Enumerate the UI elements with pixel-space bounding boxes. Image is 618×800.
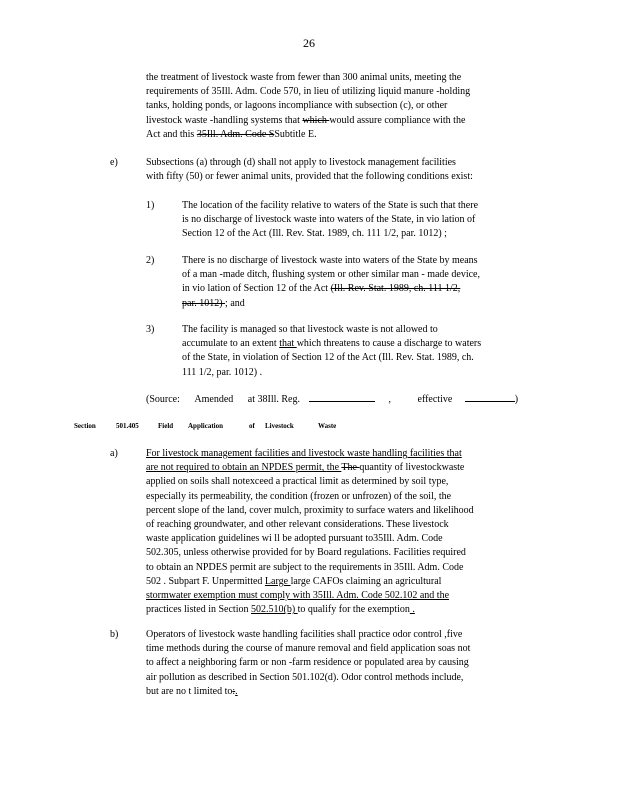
condition-3-label: 3) [146,324,155,335]
item-b-label: b) [110,629,119,640]
intro-line-1: the treatment of livestock waste from fewer than 300 animal units, meeting the [146,72,462,83]
register-blank [309,392,375,402]
intro-line-4: livestock waste -handling systems that which would assure compliance with the [146,114,466,126]
intro-line-5: Act and this 35Ill. Adm. Code SSubtitle E. [146,128,317,140]
item-b-line-4: air pollution as described in Section 501.102(d). Odor control methods include, [146,671,464,683]
struck-text: The [341,462,360,474]
item-a-paragraph [146,447,538,617]
struck-text: (Ill. Rev. Stat. 1989, ch. 111 1/2, [330,283,461,295]
underlined-text: that [279,338,297,350]
source-note: (Source: Amended at 38Ill. Reg. , effective ) [146,394,519,405]
intro-line-2: requirements of 35Ill. Adm. Code 570, in lieu of utilizing liquid manure -holding [146,86,471,98]
struck-text: par. 1012) [182,297,226,309]
item-b-paragraph [146,628,538,699]
section-word: Section [74,422,96,430]
condition-2-line-1: There is no discharge of livestock waste into waters of the State by means [182,255,478,266]
section-title-1: Field [158,422,174,430]
item-a-line-2: are not required to obtain an NPDES permit, the The quantity of livestockwaste [146,462,465,474]
intro-line-3: tanks, holding ponds, or lagoons incompliance with subsection (c), or other [146,100,448,112]
section-title-4: Livestock [265,422,294,430]
item-b-line-2: time methods during the course of manure removal and field application soas not [146,643,471,655]
condition-1-line-2: is no discharge of livestock waste into waters of the State, in vio lation of [182,214,476,226]
condition-3-line-4: 111 1/2, par. 1012) . [182,366,263,378]
page-number: 26 [303,36,315,50]
item-a-line-8: 502.305, unless otherwise provided for by Board regulations. Facilities required [146,547,466,559]
condition-3-line-2: accumulate to an extent that which threatens to cause a discharge to waters [182,338,482,350]
section-title-5: Waste [318,422,337,430]
condition-2-label: 2) [146,255,155,266]
condition-1-line-1: The location of the facility relative to waters of the State is such that there [182,200,479,211]
item-a-line-1: For livestock management facilities and livestock waste handling facilities that [146,448,462,459]
item-b-line-3: to affect a neighboring farm or non -farm residence or populated area by causing [146,657,469,669]
item-a-label: a) [110,448,118,459]
condition-1-paragraph [182,199,536,242]
item-e-line-1: Subsections (a) through (d) shall not apply to livestock management facilities [146,157,456,168]
item-a-line-9: to obtain an NPDES permit are subject to the requirements in 35Ill. Adm. Code [146,561,464,573]
item-a-line-7: waste application guidelines wi ll be adopted pursuant to35Ill. Adm. Code [146,533,443,545]
item-a-line-6: of reaching groundwater, and other relevant considerations. These livestock [146,519,449,531]
underlined-text: . [235,685,238,697]
condition-2-line-2: of a man -made ditch, flushing system or other similar man - made device, [182,269,480,281]
condition-2-line-3: in vio lation of Section 12 of the Act (Ill. Rev. Stat. 1989, ch. 111 1/2, [182,283,461,295]
item-b-line-5: but are no t limited to:. [146,685,238,697]
item-a-line-11: stormwater exemption must comply with 35Ill. Adm. Code 502.102 and the [146,590,450,602]
item-a-line-5: percent slope of the land, cover mulch, proximity to surface waters and likelihood [146,504,474,516]
condition-3-line-1: The facility is managed so that livestock waste is not allowed to [182,324,438,335]
condition-2-line-4: par. 1012) ; and [182,297,245,309]
section-title-3: of [249,422,255,430]
section-number: 501.405 [116,422,139,430]
struck-text: 35Ill. Adm. Code S [196,128,275,140]
section-title-2: Application [188,422,224,430]
condition-1-line-3: Section 12 of the Act (Ill. Rev. Stat. 1989, ch. 111 1/2, par. 1012) ; [182,228,447,240]
item-e-label: e) [110,157,118,168]
intro-paragraph [146,71,532,142]
effective-date-blank [465,392,515,402]
item-a-line-10: 502 . Subpart F. Unpermitted Large large CAFOs claiming an agricultural [146,575,442,587]
condition-2-paragraph [182,254,536,311]
condition-3-line-3: of the State, in violation of Section 12 of the Act (Ill. Rev. Stat. 1989, ch. [182,352,474,364]
struck-text: which [302,114,330,126]
item-a-line-12: practices listed in Section 502.510(b) to qualify for the exemption . [146,604,415,616]
item-e-paragraph [146,156,538,184]
item-a-line-3: applied on soils shall notexceed a practical limit as determined by soil type, [146,476,449,488]
underlined-text: Large [264,575,291,587]
item-e-line-2: with fifty (50) or fewer animal units, provided that the following conditions exist: [146,171,473,183]
underlined-text: 502.510(b) [250,604,298,616]
item-a-line-4: especially its permeability, the condition (frozen or unfrozen) of the soil, the [146,490,452,502]
item-b-line-1: Operators of livestock waste handling facilities shall practice odor control ,five [146,629,463,640]
condition-1-label: 1) [146,200,155,211]
struck-text: : [232,685,236,697]
condition-3-paragraph [182,323,536,380]
